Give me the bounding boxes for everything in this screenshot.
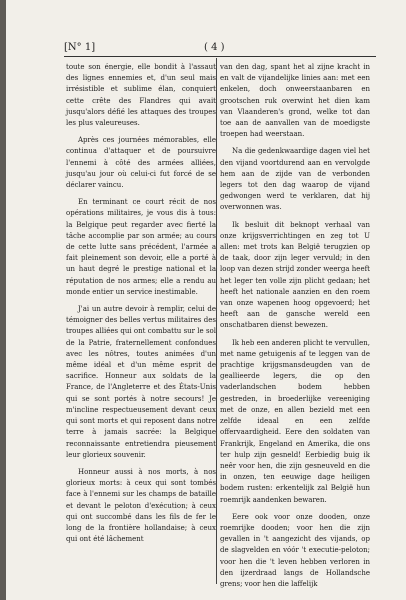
- paragraph: En terminant ce court récit de nos opérations militaires, je vous dis à tous: la Belgique peut regarder avec fierté la tâche accomplie par son armée; au cours de cette lutte sans précédent, l'armée a fait pleinement son devoir, elle a porté à un haut degré le prestige national et la réputation de nos armes; elle a rendu au monde entier un service inestimable.: [66, 198, 216, 296]
- dutch-column: [220, 62, 370, 596]
- paragraph: Ik besluit dit beknopt verhaal van onze krijgsverrichtingen en zeg tot U allen: met trots kan België terugzien op de taak, door zijn leger vervuld; in den loop van dezen strijd zonder weerga heeft het leger ten volle zijn plicht gedaan; het heeft het nationale aanzien en den roem van onze wapenen hoog opgevoerd; het heeft aan de gansche wereld een onschatbaren dienst bewezen.: [220, 220, 370, 330]
- paragraph: toute son énergie, elle bondit à l'assaut des lignes ennemies et, d'un seul mais irrésistible et sublime élan, conquiert cette crête des Flandres qui avait jusqu'alors défié les attaques des troupes les plus valeureuses.: [66, 63, 216, 128]
- paragraph: Après ces journées mémorables, elle continua d'attaquer et de poursuivre l'ennemi à côté des armées alliées, jusqu'au jour où celui-ci fut forcé de se déclarer vaincu.: [66, 136, 216, 190]
- paragraph: J'ai un autre devoir à remplir, celui de témoigner des belles vertus militaires des troupes alliées qui ont combattu sur le sol de la Patrie, fraternellement confondues avec les nôtres, toutes animées d'un même idéal et d'un même esprit de sacrifice. Honneur aux soldats de la France, de l'Angleterre et des États-Unis qui se sont portés à notre secours! Je m'incline respectueusement devant ceux qui sont morts et qui reposent dans notre terre à jamais sacrée: la Belgique reconnaissante entretiendra pieusement leur glorieux souvenir.: [66, 305, 216, 459]
- header-rule: [64, 56, 376, 57]
- french-column: [66, 62, 216, 551]
- paragraph: Na die gedenkwaardige dagen viel het den vijand voortdurend aan en vervolgde hem aan de zijde van de verbonden legers tot den dag waarop de vijand gedwongen werd te verklaren, dat hij overwonnen was.: [220, 147, 370, 212]
- paragraph: Honneur aussi à nos morts, à nos glorieux morts: à ceux qui sont tombés face à l'ennemi sur les champs de bataille et devant le peloton d'exécution; à ceux qui ont succombé dans les fils de fer le long de la frontière hollandaise; à ceux qui ont été lâchement: [66, 467, 216, 544]
- issue-number: [N° 1]: [64, 42, 96, 53]
- column-divider: [216, 58, 217, 584]
- paragraph: van den dag, spant het al zijne kracht in en valt de vijandelijke linies aan: met een enkelen, doch onweerstaanbaren en grootschen ruk overwint het dien kam van Vlaanderen's grond, welke tot dan toe aan de aanvallen van de moedigste troepen had weerstaan.: [220, 63, 370, 139]
- paragraph: Ik heb een anderen plicht te vervullen, met name getuigenis af te leggen van de prachtige krijgsmansdeugden van de geallieerde legers, die op den vaderlandschen bodem hebben gestreden, in broederlijke vereeniging met de onze, en allen bezield met een zelfde ideaal en een zelfde offervaardigheid. Eere den soldaten van Frankrijk, Engeland en Amerika, die ons ter hulp zijn gesneld! Eerbiedig buig ik neêr voor hen, die zijn gesneuveld en die in onzen, ten eeuwige dage heiligen bodem rusten: erkentelijk zal België hun roemrijk aandenken bewaren.: [220, 338, 371, 504]
- paragraph: Eere ook voor onze dooden, onze roemrijke dooden; voor hen die zijn gevallen in 't aangezicht des vijands, op de slagvelden en vóór 't executie-peloton; voor hen die 't leven hebben verloren in den ijzerdraad langs de Hollandsche grens; voor hen die laffelijk: [220, 512, 370, 588]
- page-number: ( 4 ): [204, 42, 225, 53]
